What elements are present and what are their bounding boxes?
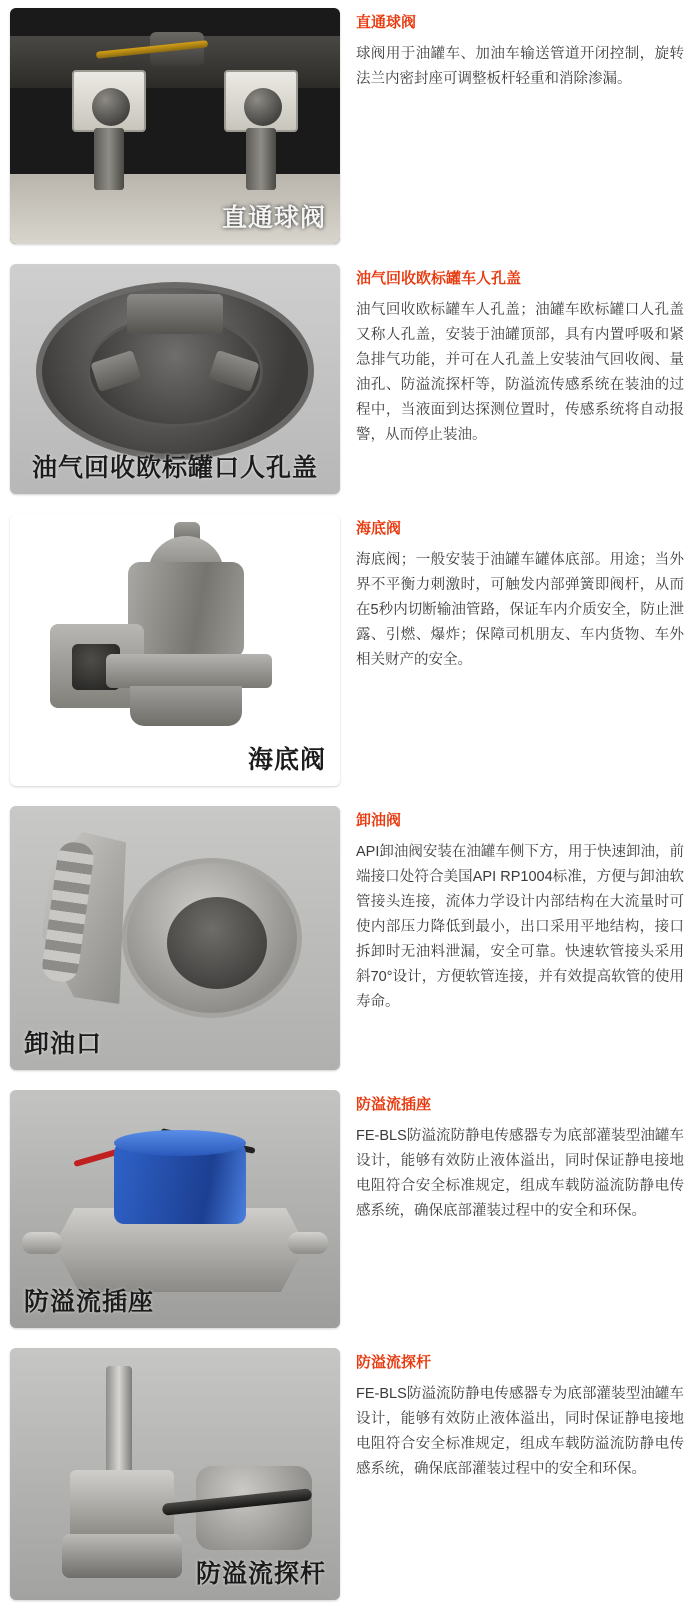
product-section-discharge-valve [0,806,696,1070]
photo-illustration [10,1348,340,1600]
section-title: 防溢流探杆 [356,1354,432,1371]
socket-nipple-right [288,1232,328,1254]
section-body: FE-BLS防溢流防静电传感器专为底部灌装型油罐车设计，能够有效防止液体溢出，同时保证静电接地电阻符合安全标准规定，组成车载防溢流防静电传感系统，确保底部灌装过程中的安全和环保。 [356,1386,684,1477]
product-text-block [340,8,688,92]
product-text-block [340,1090,688,1224]
product-section-overfill-probe [0,1348,696,1600]
section-title: 油气回收欧标罐车人孔盖 [356,270,522,287]
socket-nipple-left [22,1232,62,1254]
photo-illustration [10,264,340,494]
product-text-block [340,1348,688,1482]
section-body: 油气回收欧标罐车人孔盖；油罐车欧标罐口人孔盖又称人孔盖，安装于油罐顶部，具有内置呼吸和紧急排气功能，并可在人孔盖上安装油气回收阀、量油孔、防溢流探杆等，防溢流传感系统在装油的过程中，当液面到达探测位置时，传感系统将自动报警，从而停止装油。 [356,302,684,443]
valve-stand [130,686,242,726]
valve-box-left [72,70,146,132]
photo-illustration [10,806,340,1070]
valve-body [128,562,244,658]
probe-head [70,1470,174,1542]
product-text-block [340,264,688,448]
photo-illustration [10,514,340,786]
product-photo-foot-valve [10,514,340,786]
section-body: 海底阀；一般安装于油罐车罐体底部。用途；当外界不平衡力刺激时，可触发内部弹簧即阀杆，从而在5秒内切断输油管路，保证车内介质安全，防止泄露、引燃、爆炸；保障司机朋友、车内货物、车外相关财产的安全。 [356,552,684,668]
photo-illustration [10,8,340,244]
product-section-foot-valve [0,514,696,786]
section-title: 直通球阀 [356,14,417,31]
photo-illustration [10,1090,340,1328]
photo-caption: 防溢流探杆 [195,1560,326,1588]
pipe-right [246,128,276,190]
product-section-straight-ball-valve [0,8,696,244]
probe-foot-ring [62,1534,182,1578]
section-body: API卸油阀安装在油罐车侧下方，用于快速卸油，前端接口处符合美国API RP1004标准，方便与卸油软管接头连接，流体力学设计内部结构在大流量时可使内部压力降低到最小，出口采用平地结构，接口拆卸时无油料泄漏，安全可靠。快速软管接头采用斜70°设计，方便软管连接，并有效提高软管的使用寿命。 [356,844,684,1010]
probe-tube [106,1366,132,1478]
product-photo-overfill-probe [10,1348,340,1600]
product-photo-straight-ball-valve [10,8,340,244]
product-text-block [340,806,688,1015]
photo-caption: 海底阀 [247,746,326,774]
valve-ring [122,858,302,1018]
photo-caption: 直通球阀 [221,204,326,232]
product-photo-vapor-recovery-manhole-cover [10,264,340,494]
pipe-left [94,128,124,190]
product-section-overfill-socket [0,1090,696,1328]
product-photo-discharge-valve [10,806,340,1070]
canister-top [114,1130,246,1156]
photo-caption: 防溢流插座 [24,1288,155,1316]
valve-base-flange [106,654,272,688]
product-photo-overfill-socket [10,1090,340,1328]
manhole-top-plate [127,294,223,334]
photo-caption: 卸油口 [24,1030,103,1058]
section-title: 防溢流插座 [356,1096,432,1113]
section-title: 卸油阀 [356,812,402,829]
section-body: 球阀用于油罐车、加油车输送管道开闭控制，旋转法兰内密封座可调整板杆轻重和消除渗漏。 [356,46,684,87]
section-body: FE-BLS防溢流防静电传感器专为底部灌装型油罐车设计，能够有效防止液体溢出，同时保证静电接地电阻符合安全标准规定，组成车载防溢流防静电传感系统，确保底部灌装过程中的安全和环保。 [356,1128,684,1219]
product-section-vapor-recovery-manhole-cover [0,264,696,494]
valve-box-right [224,70,298,132]
section-title: 海底阀 [356,520,402,537]
photo-caption: 油气回收欧标罐口人孔盖 [31,454,318,482]
product-text-block [340,514,688,673]
